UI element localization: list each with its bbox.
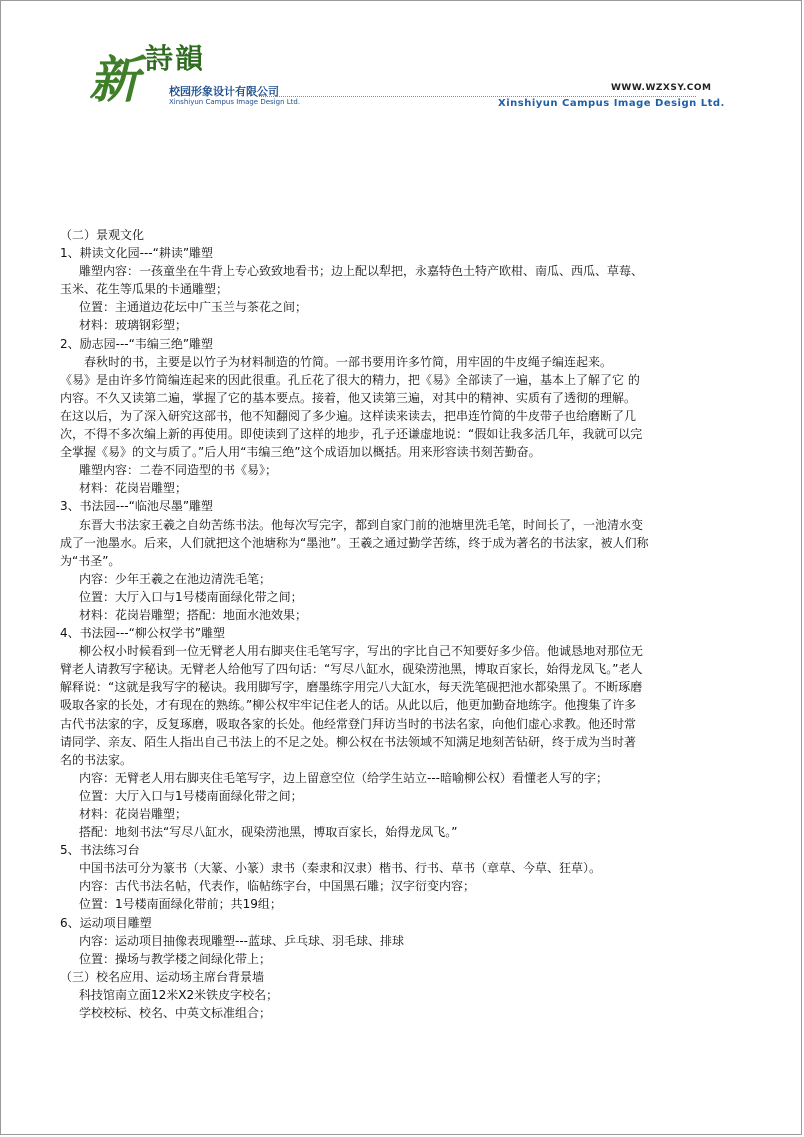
text-line: 3、书法园---“临池尽墨”雕塑	[60, 499, 214, 514]
document-body	[60, 226, 750, 1022]
text-line: 内容：运动项目抽像表现雕塑---蓝球、乒乓球、羽毛球、排球	[79, 933, 404, 948]
text-line: 材料：玻璃钢彩塑；	[79, 318, 188, 333]
text-line: 雕塑内容：一孩童坐在牛背上专心致致地看书；边上配以犁把，永嘉特色土特产欧柑、南瓜、西瓜、草莓、	[79, 264, 644, 279]
text-line: 春秋时的书，主要是以竹子为材料制造的竹简。一部书要用许多竹简，用牢固的牛皮绳子编连起来。	[84, 354, 613, 369]
text-line: （二）景观文化	[60, 228, 145, 242]
text-line: 玉米、花生等瓜果的卡通雕塑；	[60, 282, 229, 297]
text-line: 2、励志园---“韦编三绝”雕塑	[60, 336, 214, 351]
text-line: 雕塑内容：二卷不同造型的书《易》；	[79, 463, 278, 478]
text-line: 解释说：“这就是我写字的秘诀。我用脚写字，磨墨练字用完八大缸水，每天洗笔砚把池水都染黑了。不断琢磨	[60, 680, 643, 695]
text-line: 请同学、亲友、陌生人指出自己书法上的不足之处。柳公权在书法领域不知满足地刻苦钻研，终于成为当时著	[60, 734, 637, 749]
text-line: 成了一池墨水。后来，人们就把这个池塘称为“墨池”。王羲之通过勤学苦练，终于成为著名的书法家，被人们称	[60, 535, 649, 550]
text-line: 《易》是由许多竹简编连起来的因此很重。孔丘花了很大的精力，把《易》全部读了一遍，基本上了解了它 的	[60, 372, 640, 387]
text-line: 位置：大厅入口与1号楼南面绿化带之间；	[79, 788, 303, 803]
text-line: 名的书法家。	[60, 752, 133, 767]
text-line: 内容：古代书法名帖，代表作，临帖练字台，中国黑石雕；汉字衍变内容；	[79, 879, 476, 894]
text-line: 4、书法园---“柳公权学书”雕塑	[60, 626, 226, 641]
text-line: 搭配：地刻书法“写尽八缸水，砚染涝池黑，博取百家长，始得龙凤飞。”	[79, 825, 458, 840]
text-line: 材料：花岗岩雕塑；	[79, 807, 188, 821]
text-line: 内容：无臂老人用右脚夹住毛笔写字，边上留意空位（给学生站立---暗喻柳公权）看懂老人写的字；	[79, 770, 608, 785]
text-line: 科技馆南立面12米X2米铁皮字校名；	[79, 987, 279, 1002]
logo-company-name: 校园形象设计有限公司	[169, 85, 279, 98]
company-logo	[89, 42, 301, 115]
text-line: 材料：花岗岩雕塑；搭配：地面水池效果；	[79, 607, 308, 622]
text-line: 东晋大书法家王羲之自幼苦练书法。他每次写完字，都到自家门前的池塘里洗毛笔，时间长了，一池清水变	[79, 517, 644, 532]
header-subtitle: Xinshiyun Campus Image Design Ltd.	[498, 98, 725, 109]
text-line: （三）校名应用、运动场主席台背景墙	[60, 969, 265, 984]
text-line: 古代书法家的字，反复琢磨，吸取各家的长处。他经常登门拜访当时的书法名家，向他们虚心求教。他还时常	[60, 716, 637, 731]
text-line: 1、耕读文化园---“耕读”雕塑	[60, 246, 214, 261]
text-line: 内容。不久又读第二遍，掌握了它的基本要点。接着，他又读第三遍，对其中的精神、实质有了透彻的理解。	[60, 390, 637, 405]
text-line: 5、书法练习台	[60, 843, 140, 858]
text-line: 位置：大厅入口与1号楼南面绿化带之间；	[79, 589, 303, 604]
logo-brand: 詩韻	[145, 42, 206, 75]
text-line: 柳公权小时候看到一位无臂老人用右脚夹住毛笔写字，写出的字比自己不知要好多少倍。他诚恳地对那位无	[79, 644, 644, 659]
text-line: 6、运动项目雕塑	[60, 915, 152, 930]
text-line: 内容：少年王羲之在池边清洗毛笔；	[79, 571, 272, 586]
text-line: 位置：操场与教学楼之间绿化带上；	[79, 951, 272, 966]
text-line: 材料：花岗岩雕塑；	[79, 481, 188, 496]
text-line: 吸取各家的长处，才有现在的熟练。”柳公权牢牢记住老人的话。从此以后，他更加勤奋地练字。他搜集了许多	[60, 698, 637, 713]
text-line: 位置：主通道边花坛中广玉兰与茶花之间；	[79, 300, 308, 315]
logo-character: 新	[89, 50, 139, 109]
text-line: 次，不得不多次编上新的再使用。即使读到了这样的地步，孔子还谦虚地说：“假如让我多活几年，我就可以完	[60, 427, 643, 442]
logo-company-name-en: Xinshiyun Campus Image Design Ltd.	[169, 98, 301, 106]
text-line: 中国书法可分为篆书（大篆、小篆）隶书（秦隶和汉隶）楷书、行书、草书（章草、今草、狂草）。	[79, 861, 602, 876]
text-line: 全掌握《易》的文与质了。”后人用“韦编三绝”这个成语加以概括。用来形容读书刻苦勤奋。	[60, 445, 541, 460]
header-url: WWW.WZXSY.COM	[611, 83, 712, 93]
text-line: 在这以后，为了深入研究这部书，他不知翻阅了多少遍。这样读来读去，把串连竹简的牛皮带子也给磨断了几	[60, 408, 637, 423]
text-line: 为“书圣”。	[60, 553, 121, 568]
text-line: 臂老人请教写字秘诀。无臂老人给他写了四句话：“写尽八缸水，砚染涝池黑，博取百家长，始得龙凤飞。”老人	[60, 662, 643, 677]
text-line: 位置：1号楼南面绿化带前；共19组；	[79, 897, 282, 912]
text-line: 学校校标、校名、中英文标准组合；	[79, 1006, 272, 1021]
